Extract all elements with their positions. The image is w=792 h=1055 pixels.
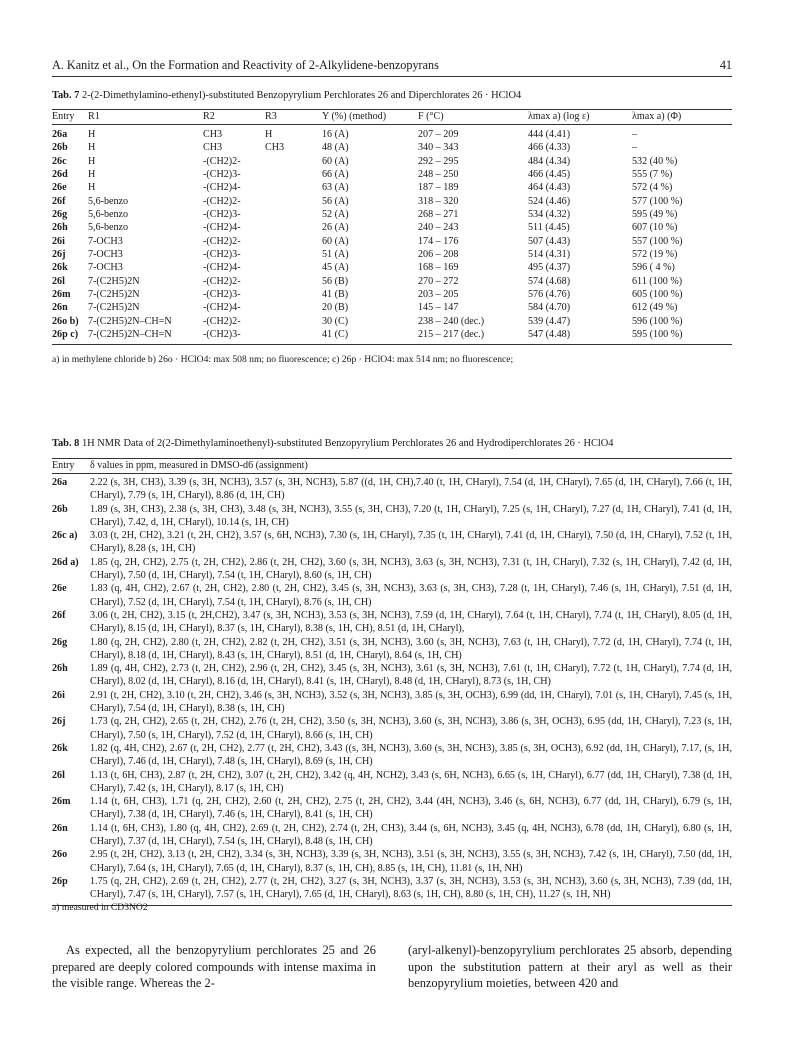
table7-cell xyxy=(265,301,322,314)
table7-header-cell: R2 xyxy=(203,110,265,125)
table8-footnote: a) measured in CD3NO2 xyxy=(52,902,148,913)
table7-row xyxy=(52,125,732,142)
table7-cell: 532 (40 %) xyxy=(632,155,678,167)
table7-cell xyxy=(265,288,322,301)
table7-cell: 20 (B) xyxy=(322,302,349,314)
table8-values-cell: 1.80 (q, 2H, CH2), 2.80 (t, 2H, CH2), 2.82 (t, 2H, CH2), 3.51 (s, 3H, NCH3), 3.60 (s, 3H, NCH3), 7.63 (t, 1H, CHaryl), 7.72 (d, 1H, CHaryl), 7.74 (t, 1H, CHaryl), 8.18 (d, 1H, CHaryl), 8.43 (s, 1H, CHaryl), 8.51 (d, 1H, CHaryl), 8.64 (s, 1H, CH) xyxy=(90,636,732,661)
table7-cell: 48 (A) xyxy=(322,142,349,154)
table7-entry-cell: 26n xyxy=(52,302,68,314)
table7-cell: 41 (C) xyxy=(322,328,418,344)
table7-entry-cell: 26c xyxy=(52,155,67,167)
table7-cell: 30 (C) xyxy=(322,315,349,327)
table8-row xyxy=(52,503,732,530)
table7-cell: 611 (100 %) xyxy=(632,275,683,287)
table7-header-cell: F (°C) xyxy=(418,110,528,125)
table7-cell: 605 (100 %) xyxy=(632,289,683,301)
table7-cell: 577 (100 %) xyxy=(632,195,683,207)
table8-entry-cell: 26j xyxy=(52,716,66,728)
table8 xyxy=(52,458,732,906)
table7-cell xyxy=(265,208,322,221)
table7-cell: CH3 xyxy=(203,129,223,140)
table8-values-cell: 2.22 (s, 3H, CH3), 3.39 (s, 3H, NCH3), 3.57 (s, 3H, NCH3), 5.87 ((d, 1H, CH),7.40 (t, 1H, CHaryl), 7.54 (d, 1H, CHaryl), 7.65 (d, 1H, CHaryl), 7.66 (t, 1H, CHaryl), 7.79 (s, 1H, CHaryl), 8.86 (d, 1H, CH) xyxy=(90,477,732,502)
table7-entry-cell: 26f xyxy=(52,195,66,207)
table7-cell: 318 – 320 xyxy=(418,195,459,207)
table8-header-values: δ values in ppm, measured in DMSO-d6 (assignment) xyxy=(90,460,308,471)
table7-cell xyxy=(265,235,322,248)
table8-row xyxy=(52,556,732,583)
table8-body xyxy=(52,476,732,902)
table7-cell: 514 (4.31) xyxy=(528,249,571,261)
table8-row xyxy=(52,582,732,609)
table8-values-cell: 1.13 (t, 6H, CH3), 2.87 (t, 2H, CH2), 3.07 (t, 2H, CH2), 3.42 (q, 4H, NCH2), 3.43 (s, 6H, NCH3), 6.65 (s, 1H, CHaryl), 6.77 (dd, 1H, CHaryl), 7.38 (d, 1H, CHaryl), 7.42 (s, 1H, CHaryl), 8.17 (s, 1H, CH) xyxy=(90,769,732,794)
table7-header-row xyxy=(52,110,732,125)
table7-cell: H xyxy=(88,142,96,154)
table7-cell xyxy=(265,315,322,328)
table7-cell: 187 – 189 xyxy=(418,182,459,194)
table7-cell: 596 ( 4 %) xyxy=(632,262,675,274)
table7-cell: 7-(C2H5)2N–CH=N xyxy=(88,315,172,327)
table7-entry-cell: 26j xyxy=(52,249,66,261)
table7-cell: -(CH2)2- xyxy=(203,315,241,327)
table7-cell: H xyxy=(88,182,96,194)
table7-row xyxy=(52,221,732,234)
table7-row xyxy=(52,328,732,344)
table7-cell: CH3 xyxy=(203,142,223,154)
table7-cell: CH3 xyxy=(265,142,285,154)
table7-body xyxy=(52,125,732,345)
table7-header-cell: R3 xyxy=(265,110,322,125)
table7-cell: 60 (A) xyxy=(322,235,349,247)
table8-values-cell: 2.95 (t, 2H, CH2), 3.13 (t, 2H, CH2), 3.34 (s, 3H, NCH3), 3.39 (s, 3H, NCH3), 3.51 (s, 3H, NCH3), 3.55 (s, 3H, NCH3), 7.42 (s, 1H, CHaryl), 7.50 (dd, 1H, CHaryl), 7.64 (s, 1H, CHaryl), 7.65 (d, 1H, CHaryl), 8.37 (s, 1H, CH), 8.85 (s, 1H, CH), 11.81 (s, 1H, NH) xyxy=(90,849,732,874)
table8-values-cell: 1.89 (s, 3H, CH3), 2.38 (s, 3H, CH3), 3.48 (s, 3H, NCH3), 3.55 (s, 3H, CH3), 7.20 (t, 1H, CHaryl), 7.25 (s, 1H, CHaryl), 7.27 (d, 1H, CHaryl), 7.41 (d, 1H, CHaryl), 7.42, d, 1H, CHaryl), 10.14 (s, 1H, CH) xyxy=(90,503,732,528)
table7-entry-cell: 26i xyxy=(52,235,65,247)
table8-row xyxy=(52,609,732,636)
table7-cell: 7-(C2H5)2N–CH=N xyxy=(88,328,203,344)
body-text-left-column: As expected, all the benzopyrylium perchlorates 25 and 26 prepared are deeply colored compounds with intense maxima in the visible range. Whereas the 2- xyxy=(52,943,376,991)
table7-cell: 596 (100 %) xyxy=(632,315,683,327)
table8-values-cell: 1.73 (q, 2H, CH2), 2.65 (t, 2H, CH2), 2.76 (t, 2H, CH2), 3.50 (s, 3H, NCH3), 3.60 (s, 3H, NCH3), 3.86 (s, 3H, OCH3), 6.95 (dd, 1H, CHaryl), 7.23 (s, 1H, CHaryl), 7.50 (s, 1H, CHaryl), 7.52 (d, 1H, CHaryl), 8.66 (s, 1H, CH) xyxy=(90,716,732,741)
table7-entry-cell: 26h xyxy=(52,222,68,234)
table7-header-cell: λmax a) (Φ) xyxy=(632,110,732,125)
table8-values-cell: 1.14 (t, 6H, CH3), 1.80 (q, 4H, CH2), 2.69 (t, 2H, CH2), 2.74 (t, 2H, CH3), 3.44 (s, 6H, NCH3), 3.45 (q, 4H, NCH3), 6.78 (dd, 1H, CHaryl), 6.80 (s, 1H, CHaryl), 7.37 (d, 1H, CHaryl), 7.54 (s, 1H, CHaryl), 8.48 (s, 1H, CH) xyxy=(90,822,732,848)
table7-row xyxy=(52,248,732,261)
table7-cell: 268 – 271 xyxy=(418,209,459,221)
table7-cell: 168 – 169 xyxy=(418,262,459,274)
table7-cell: -(CH2)4- xyxy=(203,222,241,234)
table7-cell: 539 (4.47) xyxy=(528,315,571,327)
table7-row xyxy=(52,301,732,314)
table7-cell: 572 (4 %) xyxy=(632,182,673,194)
table7-entry-cell: 26p c) xyxy=(52,328,88,344)
table8-values-cell: 1.75 (q, 2H, CH2), 2.69 (t, 2H, CH2), 2.77 (t, 2H, CH2), 3.27 (s, 3H, NCH3), 3.37 (s, 3H, NCH3), 3.53 (s, 3H, NCH3), 3.60 (s, 3H, NCH3), 7.39 (dd, 1H, CHaryl), 7.47 (s, 1H, CHaryl), 7.57 (s, 1H, CHaryl), 7.65 (d, 1H, CHaryl), 8.63 (s, 1H, CH), 8.80 (s, 1H, CH), 11.27 (s, 1H, NH) xyxy=(90,875,732,901)
table7-entry-cell: 26l xyxy=(52,275,65,287)
table7-cell: 248 – 250 xyxy=(418,169,459,181)
table8-bottom-rule xyxy=(52,902,732,906)
table7-cell: 555 (7 %) xyxy=(632,169,673,181)
table8-values-cell: 1.14 (t, 6H, CH3), 1.71 (q, 2H, CH2), 2.60 (t, 2H, CH2), 2.75 (t, 2H, CH2), 3.44 (4H, NCH3), 3.46 (s, 6H, NCH3), 6.77 (dd, 1H, CHaryl), 6.79 (s, 1H, CHaryl), 7.38 (d, 1H, CHaryl), 7.46 (s, 1H, CHaryl), 8.41 (s, 1H, CH) xyxy=(90,796,732,821)
table8-values-cell: 2.91 (t, 2H, CH2), 3.10 (t, 2H, CH2), 3.46 (s, 3H, NCH3), 3.52 (s, 3H, NCH3), 3.85 (s, 3H, OCH3), 6.99 (dd, 1H, CHaryl), 7.01 (s, 1H, CHaryl), 7.45 (s, 1H, CHaryl), 7.54 (d, 1H, CHaryl), 8.38 (s, 1H, CH) xyxy=(90,689,732,715)
table7-label: Tab. 7 xyxy=(52,90,80,101)
table7-row xyxy=(52,208,732,221)
table8-entry-cell: 26c a) xyxy=(52,530,78,542)
table7-cell xyxy=(265,261,322,274)
table8-values-cell: 3.03 (t, 2H, CH2), 3.21 (t, 2H, CH2), 3.57 (s, 6H, NCH3), 7.30 (s, 1H, CHaryl), 7.35 (t, 1H, CHaryl), 7.41 (d, 1H, CHaryl), 7.50 (d, 1H, CHaryl), 7.52 (t, 1H, CHaryl), 8.28 (s, 1H, CH) xyxy=(90,530,732,555)
table7-entry-cell: 26a xyxy=(52,129,68,140)
table8-row xyxy=(52,636,732,663)
table7-cell: 607 (10 %) xyxy=(632,222,678,234)
table7-cell: 584 (4.70) xyxy=(528,302,571,314)
table7-row xyxy=(52,195,732,208)
table8-label: Tab. 8 xyxy=(52,438,80,449)
table7-cell: -(CH2)4- xyxy=(203,302,241,314)
table7-cell: 203 – 205 xyxy=(418,289,459,301)
table7-cell: 270 – 272 xyxy=(418,275,459,287)
table8-values-cell: 1.85 (q, 2H, CH2), 2.75 (t, 2H, CH2), 2.86 (t, 2H, CH2), 3.60 (s, 3H, NCH3), 3.63 (s, 3H, NCH3), 7.31 (t, 1H, CHaryl), 7.32 (s, 1H, CHaryl), 7.42 (d, 1H, CHaryl), 7.50 (d, 1H, CHaryl), 7.54 (t, 1H, CHaryl), 8.60 (s, 1H, CH) xyxy=(90,556,732,582)
table7-cell: 45 (A) xyxy=(322,262,349,274)
table7-cell: 292 – 295 xyxy=(418,155,459,167)
table7-cell: 7-OCH3 xyxy=(88,235,123,247)
table7-cell: 215 – 217 (dec.) xyxy=(418,328,528,344)
table7-cell: 26 (A) xyxy=(322,222,349,234)
table8-entry-cell: 26b xyxy=(52,503,68,515)
table8-caption xyxy=(52,438,614,449)
table7-header-cell: Y (%) (method) xyxy=(322,110,418,125)
table7-cell: 240 – 243 xyxy=(418,222,459,234)
table8-row xyxy=(52,529,732,556)
table8-values-cell: 1.89 (q, 4H, CH2), 2.73 (t, 2H, CH2), 2.96 (t, 2H, CH2), 3.45 (s, 3H, NCH3), 3.61 (s, 3H, NCH3), 7.61 (t, 1H, CHaryl), 7.72 (t, 1H, CHaryl), 7.74 (d, 1H, CHaryl), 8.02 (d, 1H, CHaryl), 8.16 (d, 1H, CHaryl), 8.41 (s, 1H, CHaryl), 8.48 (d, 1H, CHaryl), 8.73 (s, 1H, CH) xyxy=(90,663,732,688)
table7-cell: 7-OCH3 xyxy=(88,249,123,261)
table7-cell: 340 – 343 xyxy=(418,142,459,154)
table8-entry-cell: 26f xyxy=(52,609,66,621)
table7-cell: -(CH2)2- xyxy=(203,275,241,287)
table7-cell: -(CH2)3- xyxy=(203,289,241,301)
table7-cell: 534 (4.32) xyxy=(528,209,571,221)
table8-values-cell: 1.82 (q, 4H, CH2), 2.67 (t, 2H, CH2), 2.77 (t, 2H, CH2), 3.43 ((s, 3H, NCH3), 3.60 (s, 3H, NCH3), 3.85 (s, 3H, OCH3), 6.92 (dd, 1H, CHaryl), 7.17, (s, 1H, CHaryl), 7.46 (d, 1H, CHaryl), 7.48 (s, 1H, CHaryl), 8.69 (s, 1H, CH) xyxy=(90,742,732,768)
table7-cell: -(CH2)3- xyxy=(203,249,241,261)
table7-row xyxy=(52,261,732,274)
table7-cell: H xyxy=(88,129,96,140)
table7-cell: 145 – 147 xyxy=(418,302,459,314)
table7-cell: 63 (A) xyxy=(322,182,349,194)
table7-entry-cell: 26m xyxy=(52,289,71,301)
table7-cell: 511 (4.45) xyxy=(528,222,570,234)
table7-row xyxy=(52,141,732,154)
table7-cell: 41 (B) xyxy=(322,289,349,301)
table8-entry-cell: 26a xyxy=(52,477,68,488)
table8-entry-cell: 26e xyxy=(52,583,67,595)
table7-cell: 7-(C2H5)2N xyxy=(88,275,140,287)
table7-cell: 56 (A) xyxy=(322,195,349,207)
table7-cell: -(CH2)2- xyxy=(203,235,241,247)
table7-cell: -(CH2)4- xyxy=(203,182,241,194)
table7-cell xyxy=(265,275,322,288)
table7-cell xyxy=(265,181,322,194)
table7-cell: -(CH2)2- xyxy=(203,195,241,207)
table8-entry-cell: 26m xyxy=(52,796,71,808)
table7-cell xyxy=(265,168,322,181)
table7-cell: 7-(C2H5)2N xyxy=(88,289,140,301)
table7-cell: 595 (49 %) xyxy=(632,209,678,221)
table7-cell: 5,6-benzo xyxy=(88,209,129,221)
table7-entry-cell: 26e xyxy=(52,182,67,194)
table8-caption-text: 1H NMR Data of 2(2-Dimethylaminoethenyl)-substituted Benzopyrylium Perchlorates 26 and Hydrodiperchlorates 26 · HClO4 xyxy=(81,438,614,449)
table7-cell: 612 (49 %) xyxy=(632,302,678,314)
table7-cell: 484 (4.34) xyxy=(528,155,571,167)
table7-cell: 576 (4.76) xyxy=(528,289,571,301)
table7-header-cell: λmax a) (log ε) xyxy=(528,110,632,125)
table7-cell: 464 (4.43) xyxy=(528,182,571,194)
running-title: A. Kanitz et al., On the Formation and Reactivity of 2-Alkylidene-benzopyrans xyxy=(52,58,439,72)
table8-row xyxy=(52,742,732,769)
table7-row xyxy=(52,288,732,301)
table7-cell: – xyxy=(632,142,638,154)
table7-cell xyxy=(265,195,322,208)
table7-row xyxy=(52,235,732,248)
table7-cell: 524 (4.46) xyxy=(528,195,571,207)
body-text-right-column: (aryl-alkenyl)-benzopyrylium perchlorates 25 absorb, depending upon the substitution pattern at their aryl as well as their benzopyrylium moieties, between 420 and xyxy=(408,943,732,991)
table7-cell: 557 (100 %) xyxy=(632,235,683,247)
table7-cell: 5,6-benzo xyxy=(88,222,129,234)
table8-row xyxy=(52,476,732,503)
table8-row xyxy=(52,662,732,689)
table7-cell: 66 (A) xyxy=(322,169,349,181)
table7-entry-cell: 26o b) xyxy=(52,315,79,327)
table7-row xyxy=(52,315,732,328)
table8-entry-cell: 26o xyxy=(52,849,68,861)
table7-row xyxy=(52,168,732,181)
table8-entry-cell: 26i xyxy=(52,689,65,701)
table7-cell: 466 (4.33) xyxy=(528,142,571,154)
table8-row xyxy=(52,822,732,849)
table8-entry-cell: 26h xyxy=(52,663,68,675)
table7-cell xyxy=(265,155,322,168)
table7-cell: 60 (A) xyxy=(322,155,349,167)
table7-cell: 444 (4.41) xyxy=(528,129,571,140)
table7-row xyxy=(52,275,732,288)
table7-entry-cell: 26d xyxy=(52,169,68,181)
table7-cell: 207 – 209 xyxy=(418,129,459,140)
table7-cell: 56 (B) xyxy=(322,275,349,287)
table8-entry-cell: 26g xyxy=(52,636,68,648)
table7-row xyxy=(52,155,732,168)
table8-entry-cell: 26n xyxy=(52,822,68,834)
table8-entry-cell: 26p xyxy=(52,875,68,887)
table7-cell: -(CH2)3- xyxy=(203,328,265,344)
table8-row xyxy=(52,715,732,742)
table7-header-cell: R1 xyxy=(88,110,203,125)
table7-cell: 595 (100 %) xyxy=(632,328,732,344)
table7-cell: 495 (4.37) xyxy=(528,262,571,274)
table8-row xyxy=(52,875,732,902)
table7-footnote: a) in methylene chloride b) 26o · HClO4: max 508 nm; no fluorescence; c) 26p · HClO4: max 514 nm; no fluorescence; xyxy=(52,354,514,365)
table8-row xyxy=(52,769,732,796)
table8-header-entry: Entry xyxy=(52,460,75,471)
table8-entry-cell: 26k xyxy=(52,742,68,754)
table8-header-row xyxy=(52,458,732,474)
table7-cell xyxy=(265,221,322,234)
table7-entry-cell: 26b xyxy=(52,142,68,154)
page-number: 41 xyxy=(719,58,732,72)
table7-entry-cell: 26k xyxy=(52,262,68,274)
table7-cell: -(CH2)4- xyxy=(203,262,241,274)
table7-cell xyxy=(265,328,322,344)
table7-cell: 16 (A) xyxy=(322,129,349,140)
table7-cell: -(CH2)2- xyxy=(203,155,241,167)
table7-cell: 572 (19 %) xyxy=(632,249,678,261)
table7-cell: 7-OCH3 xyxy=(88,262,123,274)
table7-cell: 174 – 176 xyxy=(418,235,459,247)
table8-row xyxy=(52,795,732,822)
table7-row xyxy=(52,181,732,194)
table7-cell: 466 (4.45) xyxy=(528,169,571,181)
table7-header-cell: Entry xyxy=(52,110,88,125)
table7-caption-text: 2-(2-Dimethylamino-ethenyl)-substituted Benzopyrylium Perchlorates 26 and Diperchlorates 26 · HClO4 xyxy=(81,90,522,101)
table7-cell: 507 (4.43) xyxy=(528,235,571,247)
table7-cell: 51 (A) xyxy=(322,249,349,261)
table7-cell: 206 – 208 xyxy=(418,249,459,261)
table7-cell: 238 – 240 (dec.) xyxy=(418,315,485,327)
table7-cell xyxy=(265,248,322,261)
table7 xyxy=(52,109,732,345)
table7-cell: H xyxy=(88,169,96,181)
running-header xyxy=(52,58,732,77)
table7-cell: -(CH2)3- xyxy=(203,169,241,181)
table7-cell: 574 (4.68) xyxy=(528,275,571,287)
table7-cell: – xyxy=(632,129,638,140)
table7-caption xyxy=(52,90,521,101)
table7-cell: 547 (4.48) xyxy=(528,328,632,344)
table8-values-cell: 3.06 (t, 2H, CH2), 3.15 (t, 2H,CH2), 3.47 (s, 3H, NCH3), 3.53 (s, 3H, NCH3), 7.59 (d, 1H, CHaryl), 7.64 (t, 1H, CHaryl), 7.74 (t, 1H, CHaryl), 8.05 (d, 1H, CHaryl), 8.15 (d, 1H, CHaryl), 8.37 (s, 1H, CHaryl), 8.38 (s, 1H, CH), 8.51 (d, 1H, CHaryl), xyxy=(90,609,732,635)
table7-cell: -(CH2)3- xyxy=(203,209,241,221)
table8-entry-cell: 26d a) xyxy=(52,556,79,568)
table8-row xyxy=(52,848,732,875)
table7-cell: 52 (A) xyxy=(322,209,349,221)
table7-entry-cell: 26g xyxy=(52,209,68,221)
table7-cell: 5,6-benzo xyxy=(88,195,129,207)
table7-cell: H xyxy=(88,155,96,167)
table8-entry-cell: 26l xyxy=(52,769,65,781)
table8-values-cell: 1.83 (q, 4H, CH2), 2.67 (t, 2H, CH2), 2.80 (t, 2H, CH2), 3.45 (s, 3H, NCH3), 3.63 (s, 3H, CH3), 7.28 (t, 1H, CHaryl), 7.46 (s, 1H, CHaryl), 7.51 (d, 1H, CHaryl), 7.52 (d, 1H, CHaryl), 7.54 (t, 1H, CHaryl), 8.76 (s, 1H, CH) xyxy=(90,583,732,608)
table7-cell: H xyxy=(265,129,273,140)
table8-row xyxy=(52,689,732,716)
table7-cell: 7-(C2H5)2N xyxy=(88,302,140,314)
